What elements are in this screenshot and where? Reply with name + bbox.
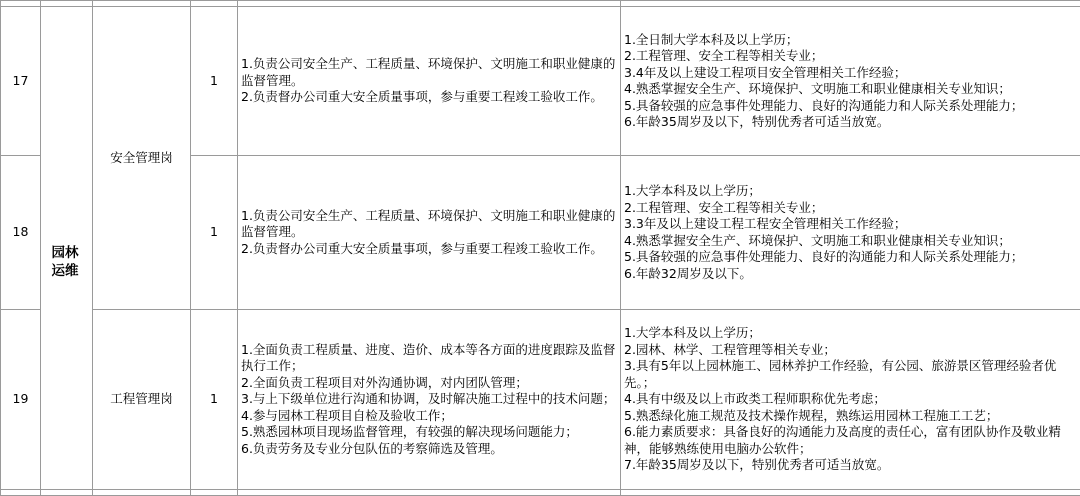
requirement-line: 5.具备较强的应急事件处理能力、良好的沟通能力和人际关系处理能力；: [624, 249, 1024, 264]
duty-line: 2.负责督办公司重大安全质量事项，参与重要工程竣工验收工作。: [241, 240, 603, 256]
requirement-line: 3.3年及以上建设工程工程安全管理相关工作经验；: [624, 216, 907, 231]
cell-empty: [41, 490, 93, 496]
table-row-next-head: [1, 490, 1080, 496]
table-row: [1, 7, 1080, 156]
requirement-line: 2.园林、林学、工程管理等相关专业；: [624, 341, 836, 357]
duties-cell: [238, 310, 621, 490]
duty-line: 3.与上下级单位进行沟通和协调，及时解决施工过程中的技术问题；: [241, 391, 616, 407]
row-number: 19: [1, 310, 41, 490]
row-number: 18: [1, 156, 41, 310]
requirement-line: 3.4年及以上建设工程项目安全管理相关工作经验；: [624, 64, 907, 80]
requirement-line: 6.年龄35周岁及以下，特别优秀者可适当放宽。: [624, 114, 890, 129]
cell-empty: [238, 490, 621, 496]
duties-cell: [238, 7, 621, 156]
cell-empty: [621, 490, 1080, 496]
duty-line: 2.负责督办公司重大安全质量事项，参与重要工程竣工验收工作。: [241, 89, 603, 105]
duty-line: 4.参与园林工程项目自检及验收工作；: [241, 407, 453, 423]
duty-line: 6.负责劳务及专业分包队伍的考察筛选及管理。: [241, 440, 503, 456]
duty-line: 2.全面负责工程项目对外沟通协调，对内团队管理；: [241, 374, 528, 390]
requirement-line: 4.熟悉掌握安全生产、环境保护、文明施工和职业健康相关专业知识；: [624, 81, 1011, 96]
requirement-line: 5.具备较强的应急事件处理能力、良好的沟通能力和人际关系处理能力；: [624, 97, 1024, 113]
requirements-cell: [621, 310, 1080, 490]
duty-line: 5.熟悉园林项目现场监督管理，有较强的解决现场问题能力；: [241, 424, 578, 440]
post-cell: 工程管理岗: [93, 310, 191, 490]
requirement-line: 2.工程管理、安全工程等相关专业；: [624, 48, 824, 63]
duty-line: 1.负责公司安全生产、工程质量、环境保护、文明施工和职业健康的监督管理。: [241, 207, 616, 240]
requirement-line: 6.年龄32周岁及以下。: [624, 265, 752, 281]
requirement-line: 3.具有5年以上园林施工、园林养护工作经验，有公园、旅游景区管理经验者优先。；: [624, 358, 1057, 390]
requirement-line: 5.熟悉绿化施工规范及技术操作规程，熟练运用园林工程施工工艺；: [624, 407, 999, 423]
requirement-line: 7.年龄35周岁及以下，特别优秀者可适当放宽。: [624, 457, 890, 473]
headcount: 1: [191, 310, 238, 490]
cell-empty: [1, 490, 41, 496]
requirement-line: 4.具有中级及以上市政类工程师职称优先考虑；: [624, 391, 886, 407]
requirement-line: 1.全日制大学本科及以上学历；: [624, 31, 799, 47]
department-label: 园林运维: [51, 245, 79, 279]
cell-empty: [93, 490, 191, 496]
duty-line: 1.负责公司安全生产、工程质量、环境保护、文明施工和职业健康的监督管理。: [241, 56, 616, 88]
requirements-cell: [621, 156, 1080, 310]
requirements-cell: [621, 7, 1080, 156]
cell-empty: [191, 490, 238, 496]
duties-cell: [238, 156, 621, 310]
requirement-line: 4.熟悉掌握安全生产、环境保护、文明施工和职业健康相关专业知识；: [624, 232, 1011, 248]
department-cell: [41, 7, 93, 490]
headcount: 1: [191, 156, 238, 310]
requirement-line: 1.大学本科及以上学历；: [624, 325, 761, 341]
requirement-line: 6.能力素质要求：具备良好的沟通能力及高度的责任心，富有团队协作及敬业精神，能够熟练使用电脑办公软件；: [624, 424, 1061, 456]
headcount: 1: [191, 7, 238, 156]
row-number: 17: [1, 7, 41, 156]
table-row: [1, 310, 1080, 490]
post-cell: 安全管理岗: [93, 7, 191, 310]
requirement-line: 2.工程管理、安全工程等相关专业；: [624, 199, 824, 215]
duty-line: 1.全面负责工程质量、进度、造价、成本等各方面的进度跟踪及监督执行工作；: [241, 341, 616, 374]
requirement-line: 1.大学本科及以上学历；: [624, 183, 761, 198]
